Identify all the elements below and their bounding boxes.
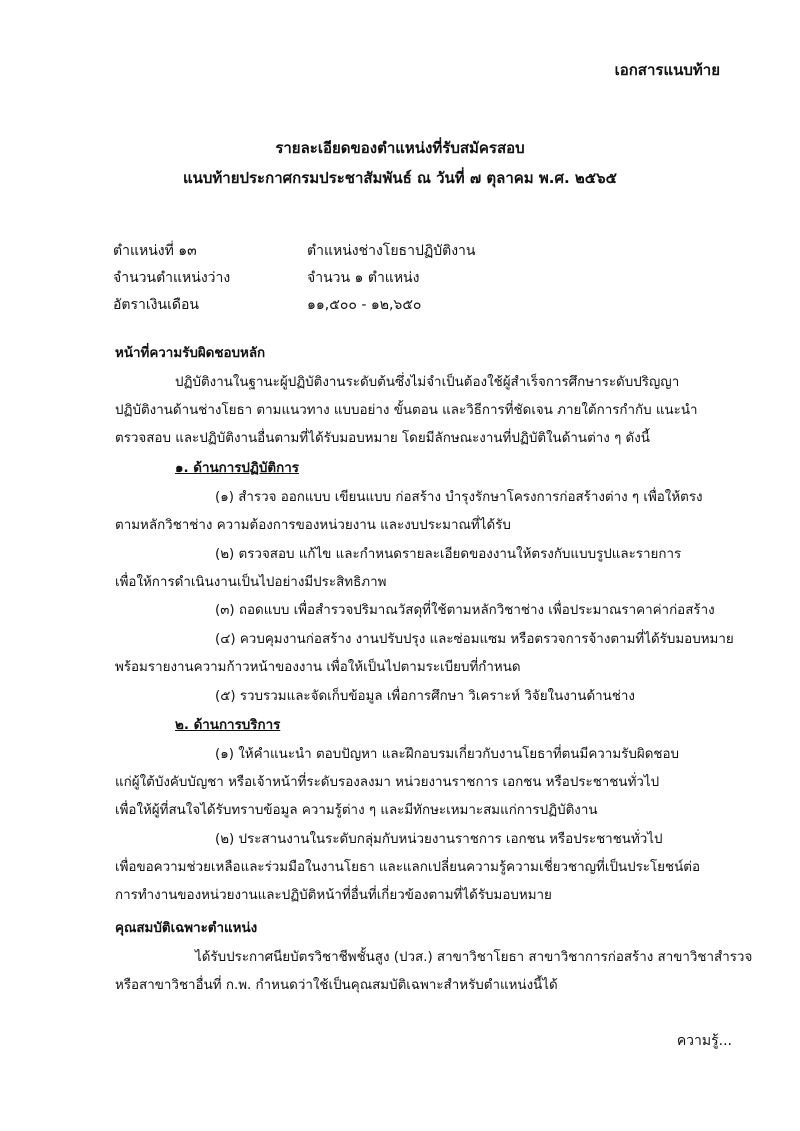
operations-item: (๓) ถอดแบบ เพื่อสำรวจปริมาณวัสดุที่ใช้ตามหลักวิชาช่าง เพื่อประมาณราคาค่าก่อสร้าง <box>215 603 715 618</box>
attachment-label: เอกสารแนบท้าย <box>614 61 720 79</box>
services-item: (๑) ให้คำแนะนำ ตอบปัญหา และฝึกอบรมเกี่ยวกับงานโยธาที่ตนมีความรับผิดชอบ <box>215 747 680 762</box>
operations-item: (๒) ตรวจสอบ แก้ไข และกำหนดรายละเอียดของงานให้ตรงกับแบบรูปและรายการ <box>215 547 682 562</box>
services-item: (๒) ประสานงานในระดับกลุ่มกับหน่วยงานราชการ เอกชน หรือประชาชนทั่วไป <box>215 832 663 847</box>
qualifications-line: หรือสาขาวิชาอื่นที่ ก.พ. กำหนดว่าใช้เป็นคุณสมบัติเฉพาะสำหรับตำแหน่งนี้ได้ <box>115 978 558 993</box>
salary-label: อัตราเงินเดือน <box>113 297 199 313</box>
operations-item: (๔) ควบคุมงานก่อสร้าง งานปรับปรุง และซ่อมแซม หรือตรวจการจ้างตามที่ได้รับมอบหมาย <box>215 632 734 647</box>
document-subtitle: แนบท้ายประกาศกรมประชาสัมพันธ์ ณ วันที่ ๗ ตุลาคม พ.ศ. ๒๕๖๕ <box>182 169 618 187</box>
position-number-label: ตำแหน่งที่ ๑๓ <box>113 243 197 259</box>
services-item-continuation: เพื่อขอความช่วยเหลือและร่วมมือในงานโยธา และแลกเปลี่ยนความรู้ความเชี่ยวชาญที่เป็นประโยชน์ต่อ <box>115 860 700 875</box>
duties-intro-line: ปฏิบัติงานในฐานะผู้ปฏิบัติงานระดับต้นซึ่งไม่จำเป็นต้องใช้ผู้สำเร็จการศึกษาระดับปริญญา <box>175 375 680 390</box>
operations-item-continuation: เพื่อให้การดำเนินงานเป็นไปอย่างมีประสิทธิภาพ <box>115 575 387 590</box>
position-title-value: ตำแหน่งช่างโยธาปฏิบัติงาน <box>307 243 476 259</box>
services-item-continuation: เพื่อให้ผู้ที่สนใจได้รับทราบข้อมูล ความรู้ต่าง ๆ และมีทักษะเหมาะสมแก่การปฏิบัติงาน <box>115 803 598 818</box>
position-info-row <box>113 267 713 294</box>
duties-heading: หน้าที่ความรับผิดชอบหลัก <box>115 346 266 361</box>
operations-item-continuation: ตามหลักวิชาช่าง ความต้องการของหน่วยงาน และงบประมาณที่ได้รับ <box>115 518 511 533</box>
continued-marker: ความรู้... <box>676 1033 732 1049</box>
operations-item: (๕) รวบรวมและจัดเก็บข้อมูล เพื่อการศึกษา วิเคราะห์ วิจัยในงานด้านช่าง <box>215 689 635 704</box>
qualifications-line: ได้รับประกาศนียบัตรวิชาชีพชั้นสูง (ปวส.) สาขาวิชาโยธา สาขาวิชาการก่อสร้าง สาขาวิชาสำรวจ <box>195 950 753 965</box>
position-info <box>113 240 713 321</box>
operations-item-continuation: พร้อมรายงานความก้าวหน้าของงาน เพื่อให้เป็นไปตามระเบียบที่กำหนด <box>115 660 521 675</box>
salary-value: ๑๑,๕๐๐ - ๑๒,๖๕๐ <box>307 297 422 313</box>
services-section-heading: ๒. ด้านการบริการ <box>175 718 281 733</box>
qualifications-heading: คุณสมบัติเฉพาะตำแหน่ง <box>115 921 258 936</box>
services-item-continuation: การทำงานของหน่วยงานและปฏิบัติหน้าที่อื่นที่เกี่ยวข้องตามที่ได้รับมอบหมาย <box>115 888 552 903</box>
operations-section-heading: ๑. ด้านการปฏิบัติการ <box>175 461 299 476</box>
services-item-continuation: แก่ผู้ใต้บังคับบัญชา หรือเจ้าหน้าที่ระดับรองลงมา หน่วยงานราชการ เอกชน หรือประชาชนทั่วไป <box>115 775 660 790</box>
duties-intro-line: ปฏิบัติงานด้านช่างโยธา ตามแนวทาง แบบอย่าง ขั้นตอน และวิธีการที่ชัดเจน ภายใต้การกำกับ แนะนำ <box>115 403 698 418</box>
document-title: รายละเอียดของตำแหน่งที่รับสมัครสอบ <box>275 139 525 157</box>
position-info-row <box>113 294 713 321</box>
vacancy-count-label: จำนวนตำแหน่งว่าง <box>113 270 231 286</box>
operations-item: (๑) สำรวจ ออกแบบ เขียนแบบ ก่อสร้าง บำรุงรักษาโครงการก่อสร้างต่าง ๆ เพื่อให้ตรง <box>215 490 703 505</box>
vacancy-count-value: จำนวน ๑ ตำแหน่ง <box>307 270 420 286</box>
position-info-row <box>113 240 713 267</box>
duties-intro-line: ตรวจสอบ และปฏิบัติงานอื่นตามที่ได้รับมอบหมาย โดยมีลักษณะงานที่ปฏิบัติในด้านต่าง ๆ ดังนี้ <box>115 431 650 446</box>
